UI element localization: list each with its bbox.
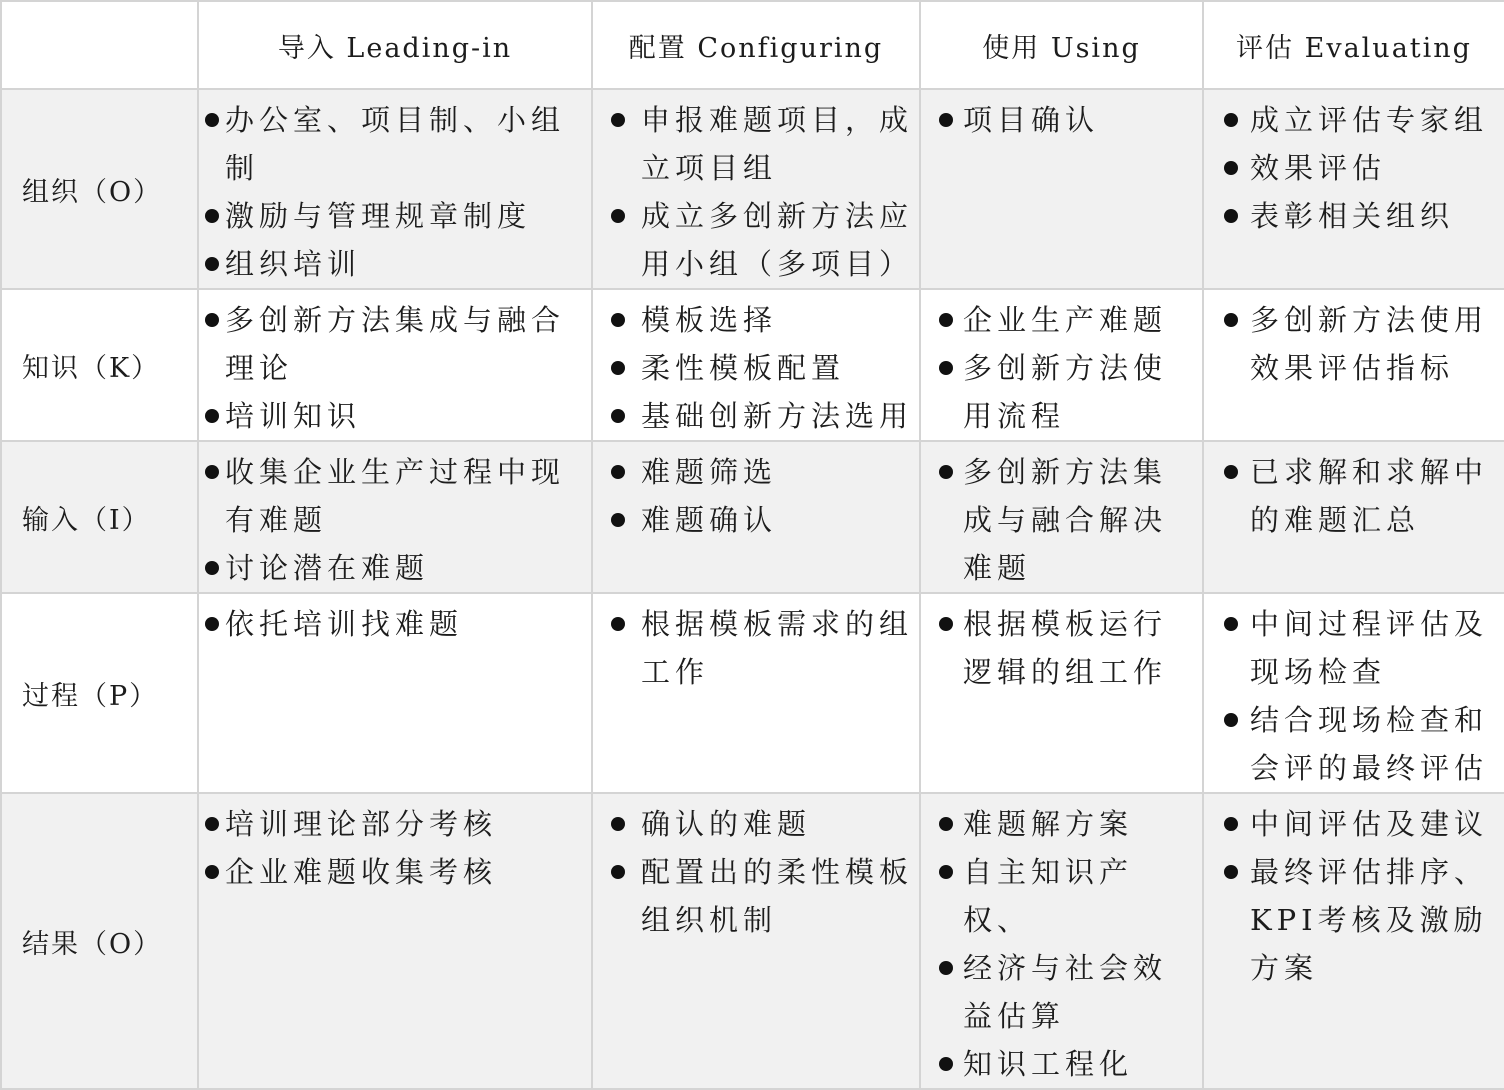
cell-leading-in [198, 289, 592, 441]
bullet-dot-icon [205, 865, 219, 879]
bullet-dot-icon [1224, 713, 1238, 727]
list-item [921, 448, 1196, 592]
list-item [921, 1040, 1196, 1088]
bullet-list [199, 290, 591, 440]
bullet-dot-icon [205, 313, 219, 327]
list-item [199, 848, 585, 896]
list-item [593, 448, 913, 496]
list-item-text: 自主知识产权、 [963, 855, 1134, 937]
bullet-list [1204, 794, 1504, 992]
list-item [199, 448, 585, 544]
bullet-dot-icon [205, 209, 219, 223]
row-label: 过程（P） [1, 593, 198, 793]
bullet-list [199, 90, 591, 288]
bullet-dot-icon [205, 817, 219, 831]
row-label: 输入（I） [1, 441, 198, 593]
matrix-row [1, 289, 1504, 441]
bullet-list [921, 794, 1202, 1088]
list-item [921, 944, 1196, 1040]
list-item-text: 多创新方法使用流程 [963, 351, 1168, 433]
bullet-dot-icon [611, 313, 625, 327]
header-leading-in: 导入 Leading-in [198, 1, 592, 89]
list-item-text: 确认的难题 [641, 807, 812, 841]
list-item-text: 多创新方法集成与融合理论 [225, 303, 566, 385]
list-item [921, 344, 1196, 440]
list-item [593, 296, 913, 344]
bullet-list [199, 794, 591, 896]
list-item [1204, 144, 1498, 192]
list-item [199, 800, 585, 848]
list-item-text: 难题解方案 [963, 807, 1134, 841]
cell-configuring [592, 793, 920, 1089]
cell-using [920, 793, 1203, 1089]
bullet-list [921, 290, 1202, 440]
list-item [1204, 96, 1498, 144]
list-item-text: 中间评估及建议 [1250, 807, 1489, 841]
bullet-dot-icon [611, 209, 625, 223]
bullet-list [1204, 442, 1504, 544]
list-item-text: 最终评估排序、KPI考核及激励方案 [1250, 855, 1489, 985]
list-item [199, 600, 585, 648]
bullet-dot-icon [611, 513, 625, 527]
cell-configuring [592, 89, 920, 289]
list-item-text: 难题确认 [641, 503, 778, 537]
bullet-dot-icon [1224, 113, 1238, 127]
bullet-dot-icon [1224, 313, 1238, 327]
list-item-text: 已求解和求解中的难题汇总 [1250, 455, 1489, 537]
cell-evaluating [1203, 289, 1504, 441]
cell-configuring [592, 593, 920, 793]
bullet-dot-icon [205, 617, 219, 631]
bullet-dot-icon [205, 465, 219, 479]
cell-evaluating [1203, 441, 1504, 593]
list-item-text: 中间过程评估及现场检查 [1250, 607, 1489, 689]
list-item-text: 组织培训 [225, 247, 362, 281]
list-item-text: 难题筛选 [641, 455, 778, 489]
bullet-list [921, 442, 1202, 592]
list-item-text: 依托培训找难题 [225, 607, 464, 641]
bullet-dot-icon [205, 561, 219, 575]
list-item-text: 企业难题收集考核 [225, 855, 498, 889]
list-item [199, 296, 585, 392]
bullet-list [921, 90, 1202, 144]
list-item-text: 多创新方法使用效果评估指标 [1250, 303, 1489, 385]
list-item [1204, 192, 1498, 240]
bullet-dot-icon [1224, 865, 1238, 879]
list-item-text: 根据模板运行逻辑的组工作 [963, 607, 1168, 689]
list-item [593, 800, 913, 848]
bullet-dot-icon [939, 1057, 953, 1071]
header-row [1, 1, 1504, 89]
row-label: 知识（K） [1, 289, 198, 441]
list-item [593, 392, 913, 440]
list-item-text: 基础创新方法选用 [641, 399, 914, 433]
cell-leading-in [198, 593, 592, 793]
bullet-dot-icon [939, 865, 953, 879]
bullet-list [1204, 594, 1504, 792]
list-item [199, 240, 585, 288]
list-item-text: 激励与管理规章制度 [225, 199, 532, 233]
row-label: 组织（O） [1, 89, 198, 289]
list-item [921, 96, 1196, 144]
list-item-text: 成立评估专家组 [1250, 103, 1489, 137]
matrix-row [1, 593, 1504, 793]
bullet-dot-icon [611, 865, 625, 879]
list-item [199, 544, 585, 592]
matrix-row [1, 441, 1504, 593]
list-item-text: 收集企业生产过程中现有难题 [225, 455, 566, 537]
cell-using [920, 289, 1203, 441]
bullet-dot-icon [611, 617, 625, 631]
bullet-dot-icon [939, 361, 953, 375]
list-item [1204, 696, 1498, 792]
bullet-list [921, 594, 1202, 696]
list-item [1204, 296, 1498, 392]
list-item-text: 培训理论部分考核 [225, 807, 498, 841]
bullet-list [593, 794, 919, 944]
bullet-list [593, 442, 919, 544]
row-label: 结果（O） [1, 793, 198, 1089]
bullet-list [593, 290, 919, 440]
list-item [593, 96, 913, 192]
cell-using [920, 89, 1203, 289]
cell-evaluating [1203, 89, 1504, 289]
bullet-list [593, 594, 919, 696]
bullet-dot-icon [939, 465, 953, 479]
list-item-text: 根据模板需求的组工作 [641, 607, 914, 689]
bullet-dot-icon [1224, 161, 1238, 175]
list-item-text: 成立多创新方法应用小组（多项目） [641, 199, 914, 281]
bullet-dot-icon [205, 409, 219, 423]
matrix-body [1, 89, 1504, 1089]
list-item [593, 344, 913, 392]
bullet-list [199, 442, 591, 592]
bullet-dot-icon [611, 113, 625, 127]
bullet-dot-icon [611, 409, 625, 423]
bullet-list [199, 594, 591, 648]
header-evaluating: 评估 Evaluating [1203, 1, 1504, 89]
list-item-text: 培训知识 [225, 399, 362, 433]
cell-leading-in [198, 793, 592, 1089]
cell-using [920, 441, 1203, 593]
list-item [593, 192, 913, 288]
list-item [921, 848, 1196, 944]
bullet-dot-icon [1224, 465, 1238, 479]
bullet-list [1204, 290, 1504, 392]
list-item-text: 柔性模板配置 [641, 351, 846, 385]
cell-using [920, 593, 1203, 793]
list-item-text: 办公室、项目制、小组制 [225, 103, 566, 185]
bullet-dot-icon [1224, 617, 1238, 631]
list-item-text: 经济与社会效益估算 [963, 951, 1168, 1033]
list-item [1204, 848, 1498, 992]
bullet-dot-icon [611, 817, 625, 831]
list-item [593, 600, 913, 696]
bullet-dot-icon [205, 257, 219, 271]
list-item-text: 项目确认 [963, 103, 1100, 137]
list-item-text: 申报难题项目，成立项目组 [641, 103, 914, 185]
bullet-list [593, 90, 919, 288]
bullet-dot-icon [1224, 817, 1238, 831]
bullet-dot-icon [611, 465, 625, 479]
header-configuring: 配置 Configuring [592, 1, 920, 89]
cell-configuring [592, 441, 920, 593]
list-item [921, 800, 1196, 848]
list-item-text: 结合现场检查和会评的最终评估 [1250, 703, 1489, 785]
matrix-row [1, 793, 1504, 1089]
bullet-dot-icon [1224, 209, 1238, 223]
matrix-row [1, 89, 1504, 289]
list-item [199, 392, 585, 440]
bullet-dot-icon [205, 113, 219, 127]
list-item-text: 讨论潜在难题 [225, 551, 430, 585]
list-item-text: 模板选择 [641, 303, 778, 337]
list-item-text: 企业生产难题 [963, 303, 1168, 337]
list-item [1204, 800, 1498, 848]
list-item [921, 296, 1196, 344]
list-item-text: 知识工程化 [963, 1047, 1134, 1081]
list-item [593, 496, 913, 544]
cell-leading-in [198, 441, 592, 593]
header-blank [1, 1, 198, 89]
bullet-dot-icon [939, 961, 953, 975]
bullet-dot-icon [939, 617, 953, 631]
cell-evaluating [1203, 593, 1504, 793]
list-item [593, 848, 913, 944]
bullet-dot-icon [611, 361, 625, 375]
list-item [921, 600, 1196, 696]
list-item [199, 96, 585, 192]
list-item-text: 配置出的柔性模板组织机制 [641, 855, 914, 937]
list-item [199, 192, 585, 240]
header-using: 使用 Using [920, 1, 1203, 89]
list-item [1204, 600, 1498, 696]
bullet-list [1204, 90, 1504, 240]
bullet-dot-icon [939, 313, 953, 327]
cell-evaluating [1203, 793, 1504, 1089]
list-item [1204, 448, 1498, 544]
bullet-dot-icon [939, 113, 953, 127]
list-item-text: 表彰相关组织 [1250, 199, 1455, 233]
list-item-text: 多创新方法集成与融合解决难题 [963, 455, 1168, 585]
bullet-dot-icon [939, 817, 953, 831]
cell-leading-in [198, 89, 592, 289]
cell-configuring [592, 289, 920, 441]
list-item-text: 效果评估 [1250, 151, 1387, 185]
